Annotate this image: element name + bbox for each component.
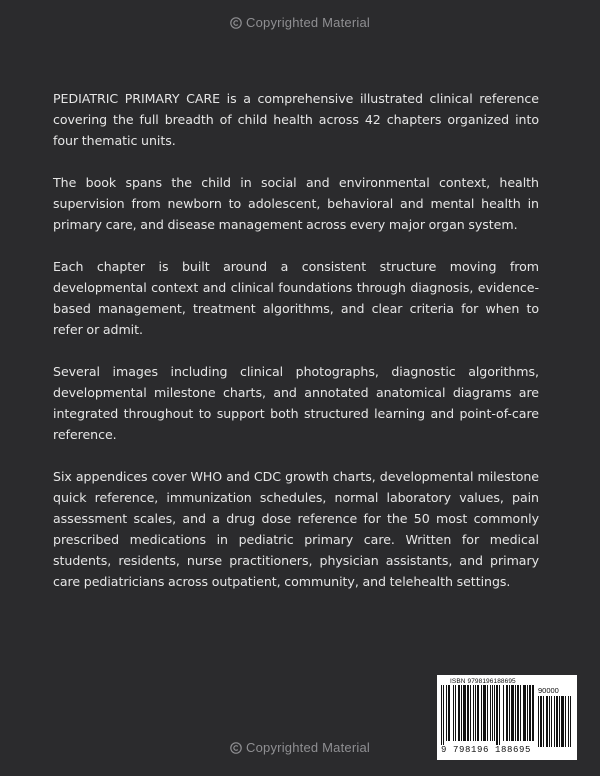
paragraph-images: Several images including clinical photographs, diagnostic algorithms, developmental milestone charts, and annotated anatomical diagrams are integrated throughout to support both structured learning and point-of-care reference.	[53, 364, 539, 442]
copyright-icon	[230, 17, 242, 29]
barcode-bar	[527, 685, 528, 741]
paragraph-scope: The book spans the child in social and environmental context, health supervision from newborn to adolescent, behavioral and mental health in primary care, and disease management across every major organ system.	[53, 175, 539, 232]
barcode-bar	[463, 685, 466, 741]
barcode-bar	[477, 685, 479, 741]
watermark-text: Copyrighted Material	[246, 740, 370, 755]
barcode-bar	[496, 685, 498, 745]
barcode-bar	[448, 685, 450, 741]
barcode-bar	[490, 685, 491, 741]
barcode-bar	[499, 685, 500, 745]
barcode-bar	[529, 685, 531, 741]
barcode-bar	[470, 685, 471, 741]
barcode-bar	[487, 685, 488, 741]
barcode-bar	[453, 685, 454, 741]
barcode-bar	[503, 685, 504, 741]
copyright-watermark-bottom	[0, 740, 600, 755]
barcode-bar	[441, 685, 442, 745]
paragraph-appendices: Six appendices cover WHO and CDC growth charts, developmental milestone quick reference, immunization schedules, normal laboratory values, pain assessment scales, and a drug dose reference for the 50 most commonly prescribed medications in pediatric primary care. Written for medical students, residents, nurse practitioners, physician assistants, and primary care pediatricians across outpatient, community, and telehealth settings.	[53, 469, 539, 589]
back-cover-description	[53, 88, 539, 613]
paragraph-structure: Each chapter is built around a consistent structure moving from developmental context and clinical foundations through diagnosis, evidence-based management, treatment algorithms, and clear criteria for when to refer or admit.	[53, 259, 539, 337]
barcode-bar	[506, 685, 508, 741]
barcode-bar	[515, 685, 516, 741]
barcode-bar	[509, 685, 510, 741]
barcode-bar	[517, 685, 519, 741]
barcode-bar	[458, 685, 460, 741]
barcode-bar	[523, 685, 526, 741]
barcode-bar	[520, 685, 521, 741]
barcode-bar	[446, 685, 447, 741]
barcode-bar	[483, 685, 486, 741]
barcode-bar	[443, 685, 444, 745]
barcode-bar	[455, 685, 456, 741]
barcode-bar	[473, 685, 474, 741]
barcode-bars	[441, 685, 535, 747]
barcode-bar	[467, 685, 469, 741]
watermark-text: Copyrighted Material	[246, 15, 370, 30]
price-code: 90000	[538, 686, 559, 695]
isbn-label: ISBN 9798196188695	[450, 678, 516, 685]
paragraph-intro: PEDIATRIC PRIMARY CARE is a comprehensive illustrated clinical reference covering the full breadth of child health across 42 chapters organized into four thematic units.	[53, 91, 539, 148]
barcode-bar	[492, 685, 493, 741]
barcode-bar	[494, 685, 495, 741]
copyright-icon	[230, 742, 242, 754]
copyright-watermark-top	[0, 15, 600, 30]
barcode-bar	[475, 685, 476, 741]
barcode-bar	[511, 685, 514, 741]
barcode-bar	[461, 685, 462, 741]
barcode-digits: 9 798196 188695	[441, 745, 532, 755]
barcode-bar	[532, 685, 534, 741]
barcode-bar	[481, 685, 482, 741]
